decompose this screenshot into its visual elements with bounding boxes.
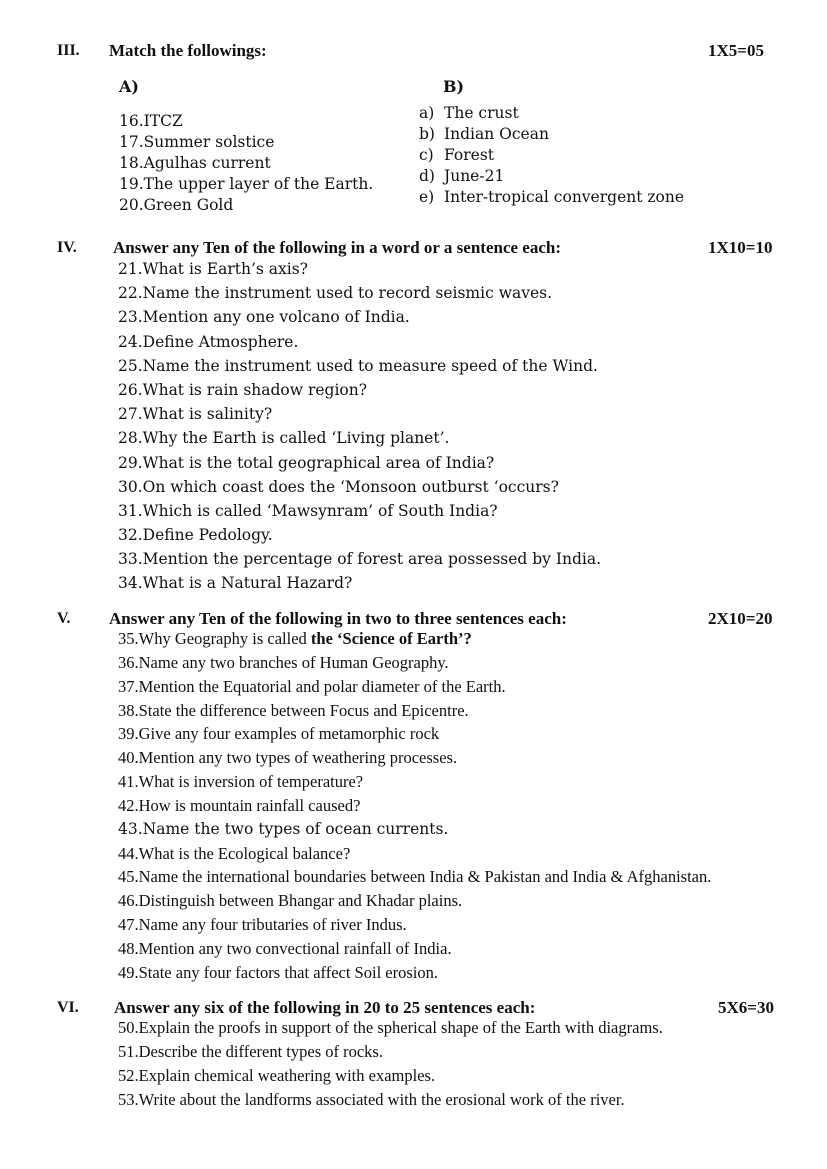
section-6-title: Answer any six of the following in 20 to 25 sentences each: [114,998,536,1017]
question-35-text: 35.Why Geography is called [118,629,311,648]
section-4-number: IV. [57,239,77,256]
list-item: 18.Agulhas current [119,154,271,172]
question: 21.What is Earth’s axis? [118,260,308,278]
question: 44.What is the Ecological balance? [118,843,351,863]
section-5-title: Answer any Ten of the following in two to three sentences each: [109,609,567,628]
column-a-list [119,111,373,216]
list-item: 16.ITCZ [119,112,183,130]
option-text: The crust [444,104,519,122]
question: 33.Mention the percentage of forest area possessed by India. [118,550,602,569]
option-text: June-21 [444,167,505,185]
section-3-marks: 1X5=05 [708,41,764,60]
section-3-title: Match the followings: [109,41,267,60]
question: 27.What is salinity? [118,405,273,424]
section-4-marks: 1X10=10 [708,238,773,257]
question: 34.What is a Natural Hazard? [118,574,353,593]
column-a-heading: A) [119,77,139,96]
question: 50.Explain the proofs in support of the spherical shape of the Earth with diagrams. [118,1018,663,1037]
question: 25.Name the instrument used to measure speed of the Wind. [118,356,598,375]
question: 41.What is inversion of temperature? [118,772,364,792]
question: 30.On which coast does the ‘Monsoon outburst ‘occurs? [118,477,559,496]
section-5-marks: 2X10=20 [708,609,773,628]
section-6-questions [118,1016,663,1112]
list-item: 19.The upper layer of the Earth. [119,175,374,193]
question: 43.Name the two types of ocean currents. [118,819,449,838]
question: 46.Distinguish between Bhangar and Khadar plains. [118,891,463,911]
section-6-marks: 5X6=30 [718,998,774,1017]
question: 42.How is mountain rainfall caused? [118,795,361,815]
option-letter: a) [419,104,435,122]
question: 24.Define Atmosphere. [118,332,299,351]
question: 36.Name any two branches of Human Geography. [118,652,449,672]
section-4-title: Answer any Ten of the following in a word or a sentence each: [113,238,561,257]
list-item [419,103,684,124]
list-item [419,187,684,208]
option-text: Inter-tropical convergent zone [444,188,685,206]
question: 52.Explain chemical weathering with examples. [118,1066,436,1085]
option-letter: e) [419,188,435,206]
section-5-number: V. [57,610,71,627]
question: 49.State any four factors that affect Soil erosion. [118,962,438,982]
list-item [419,166,684,187]
question: 37.Mention the Equatorial and polar diameter of the Earth. [118,676,506,696]
column-b-list [419,103,684,208]
question: 53.Write about the landforms associated with the erosional work of the river. [118,1090,625,1109]
list-item [419,124,684,145]
question: 38.State the difference between Focus and Epicentre. [118,700,469,720]
question-35-emphasis: the ‘Science of Earth’? [310,629,472,648]
question: 31.Which is called ‘Mawsynram’ of South India? [118,501,498,520]
option-letter: b) [419,125,435,143]
option-letter: d) [419,167,435,185]
question: 28.Why the Earth is called ‘Living planet’. [118,429,450,448]
section-3-number: III. [57,42,80,59]
option-letter: c) [419,146,434,164]
question: 23.Mention any one volcano of India. [118,308,410,327]
question: 32.Define Pedology. [118,526,273,545]
question: 48.Mention any two convectional rainfall of India. [118,938,452,958]
list-item: 17.Summer solstice [119,133,275,151]
question: 51.Describe the different types of rocks. [118,1042,383,1061]
list-item [419,145,684,166]
option-text: Indian Ocean [444,125,549,143]
option-text: Forest [444,146,495,164]
section-5-questions [118,627,711,985]
section-6-number: VI. [57,999,79,1016]
question: 39.Give any four examples of metamorphic rock [118,724,440,744]
question [118,627,711,651]
question: 47.Name any four tributaries of river Indus. [118,915,407,935]
list-item: 20.Green Gold [119,196,234,214]
question: 45.Name the international boundaries between India & Pakistan and India & Afghanistan. [118,867,712,887]
column-b-heading: B) [443,77,465,96]
question: 26.What is rain shadow region? [118,380,368,399]
question: 29.What is the total geographical area of India? [118,453,495,472]
section-4-questions [118,257,601,596]
question: 40.Mention any two types of weathering processes. [118,748,458,768]
question: 22.Name the instrument used to record seismic waves. [118,284,553,303]
